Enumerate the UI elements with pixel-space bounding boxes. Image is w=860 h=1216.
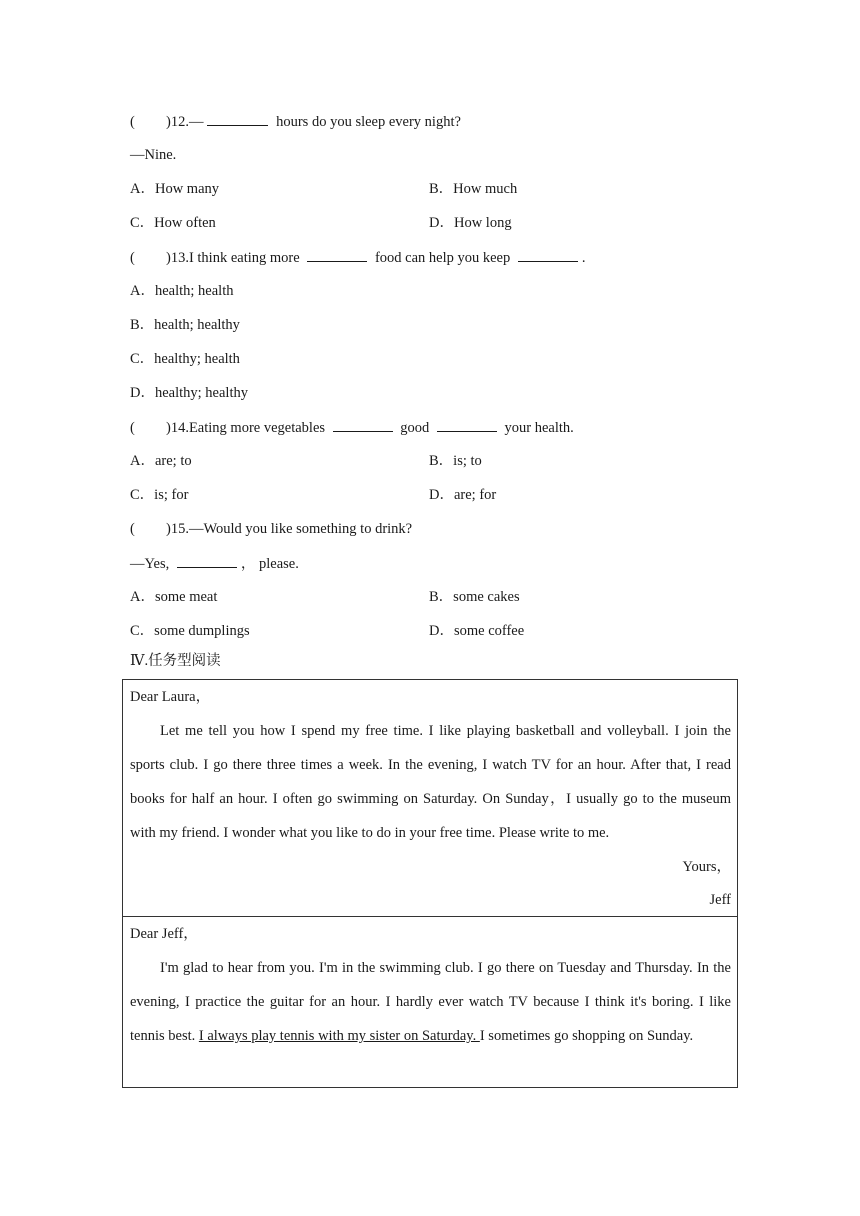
- letter2-salutation: Dear Jeff，: [130, 926, 198, 942]
- answer-paren[interactable]: (: [130, 420, 135, 436]
- q14-option-a[interactable]: A．are; to: [130, 453, 192, 469]
- q12-options-row-2: [130, 213, 738, 247]
- q14-stem-post: your health.: [500, 420, 574, 436]
- q14-blank-2[interactable]: [437, 417, 497, 432]
- q12-option-a[interactable]: A．How many: [130, 181, 220, 197]
- answer-paren[interactable]: (: [130, 521, 135, 537]
- questions-area: [130, 111, 738, 674]
- letter1-salutation: Dear Laura，: [130, 689, 211, 705]
- letters-table: [122, 679, 738, 1088]
- question-13: [130, 247, 738, 281]
- q15-stem: )15.—Would you like something to drink?: [166, 521, 413, 537]
- q13-stem-post: .: [581, 250, 586, 266]
- q15-reply-post: ， please.: [240, 556, 299, 572]
- q14-stem-mid: good: [396, 420, 433, 436]
- q15-reply-pre: —Yes,: [130, 556, 173, 572]
- q14-stem-pre: )14.Eating more vegetables: [166, 420, 329, 436]
- letter2-body-pre: I'm glad to hear from you. I'm in the swimming club. I go there on Tuesday and Thursday. In the evening, I practice the guitar for an hour. I hardly ever watch TV because I think it's boring. I like tennis best.: [130, 960, 731, 1044]
- q14-blank-1[interactable]: [333, 417, 393, 432]
- q14-option-b[interactable]: B．is; to: [429, 453, 482, 469]
- question-15: [130, 519, 738, 553]
- q14-option-d[interactable]: D．are; for: [429, 487, 497, 503]
- q15-option-a[interactable]: A．some meat: [130, 589, 218, 605]
- q15-options-row-1: [130, 587, 738, 621]
- q13-blank-2[interactable]: [518, 247, 578, 262]
- q13-option-d[interactable]: D．healthy; healthy: [130, 385, 248, 401]
- question-14: [130, 417, 738, 451]
- section-title: Ⅳ.任务型阅读: [130, 653, 221, 669]
- q15-option-c[interactable]: C．some dumplings: [130, 623, 250, 639]
- q13-blank-1[interactable]: [307, 247, 367, 262]
- q15-blank[interactable]: [177, 553, 237, 568]
- q12-option-b[interactable]: B．How much: [429, 181, 518, 197]
- question-12: [130, 111, 738, 145]
- letter1-signature: Jeff: [709, 892, 731, 908]
- q15-options-row-2: [130, 621, 738, 655]
- q15-option-b[interactable]: B．some cakes: [429, 589, 520, 605]
- q13-option-b[interactable]: B．health; healthy: [130, 317, 240, 333]
- q13-stem-pre: )13.I think eating more: [166, 250, 304, 266]
- q12-blank[interactable]: [207, 111, 268, 126]
- answer-paren[interactable]: (: [130, 114, 135, 130]
- letter-from-laura: [123, 917, 737, 1087]
- q13-option-a[interactable]: A．health; health: [130, 283, 234, 299]
- answer-paren[interactable]: (: [130, 250, 135, 266]
- q15-reply: [130, 553, 738, 587]
- q14-option-c[interactable]: C．is; for: [130, 487, 189, 503]
- q13-stem-mid: food can help you keep: [371, 250, 514, 266]
- letter2-underlined-sentence: I always play tennis with my sister on Saturday.: [198, 1028, 480, 1044]
- q12-option-c[interactable]: C．How often: [130, 215, 216, 231]
- q13-option-c[interactable]: C．healthy; health: [130, 351, 240, 367]
- letter2-body: [130, 951, 731, 1053]
- q14-options-row-2: [130, 485, 738, 519]
- letter1-closing: Yours，: [682, 859, 731, 875]
- q14-options-row-1: [130, 451, 738, 485]
- q12-option-d[interactable]: D．How long: [429, 215, 512, 231]
- q12-options-row-1: [130, 179, 738, 213]
- q12-reply: —Nine.: [130, 147, 177, 163]
- letter1-body: Let me tell you how I spend my free time. I like playing basketball and volleyball. I join the sports club. I go there three times a week. In the evening, I watch TV for an hour. After that, I read books for half an hour. I often go swimming on Saturday. On Sunday，I usually go to the museum with my friend. I wonder what you like to do in your free time. Please write to me.: [130, 723, 731, 841]
- q12-stem-pre: )12.—: [166, 114, 204, 130]
- q12-stem-post: hours do you sleep every night?: [272, 114, 461, 130]
- q15-option-d[interactable]: D．some coffee: [429, 623, 525, 639]
- letter2-body-post: I sometimes go shopping on Sunday.: [479, 1028, 694, 1044]
- letter-from-jeff: [123, 680, 737, 917]
